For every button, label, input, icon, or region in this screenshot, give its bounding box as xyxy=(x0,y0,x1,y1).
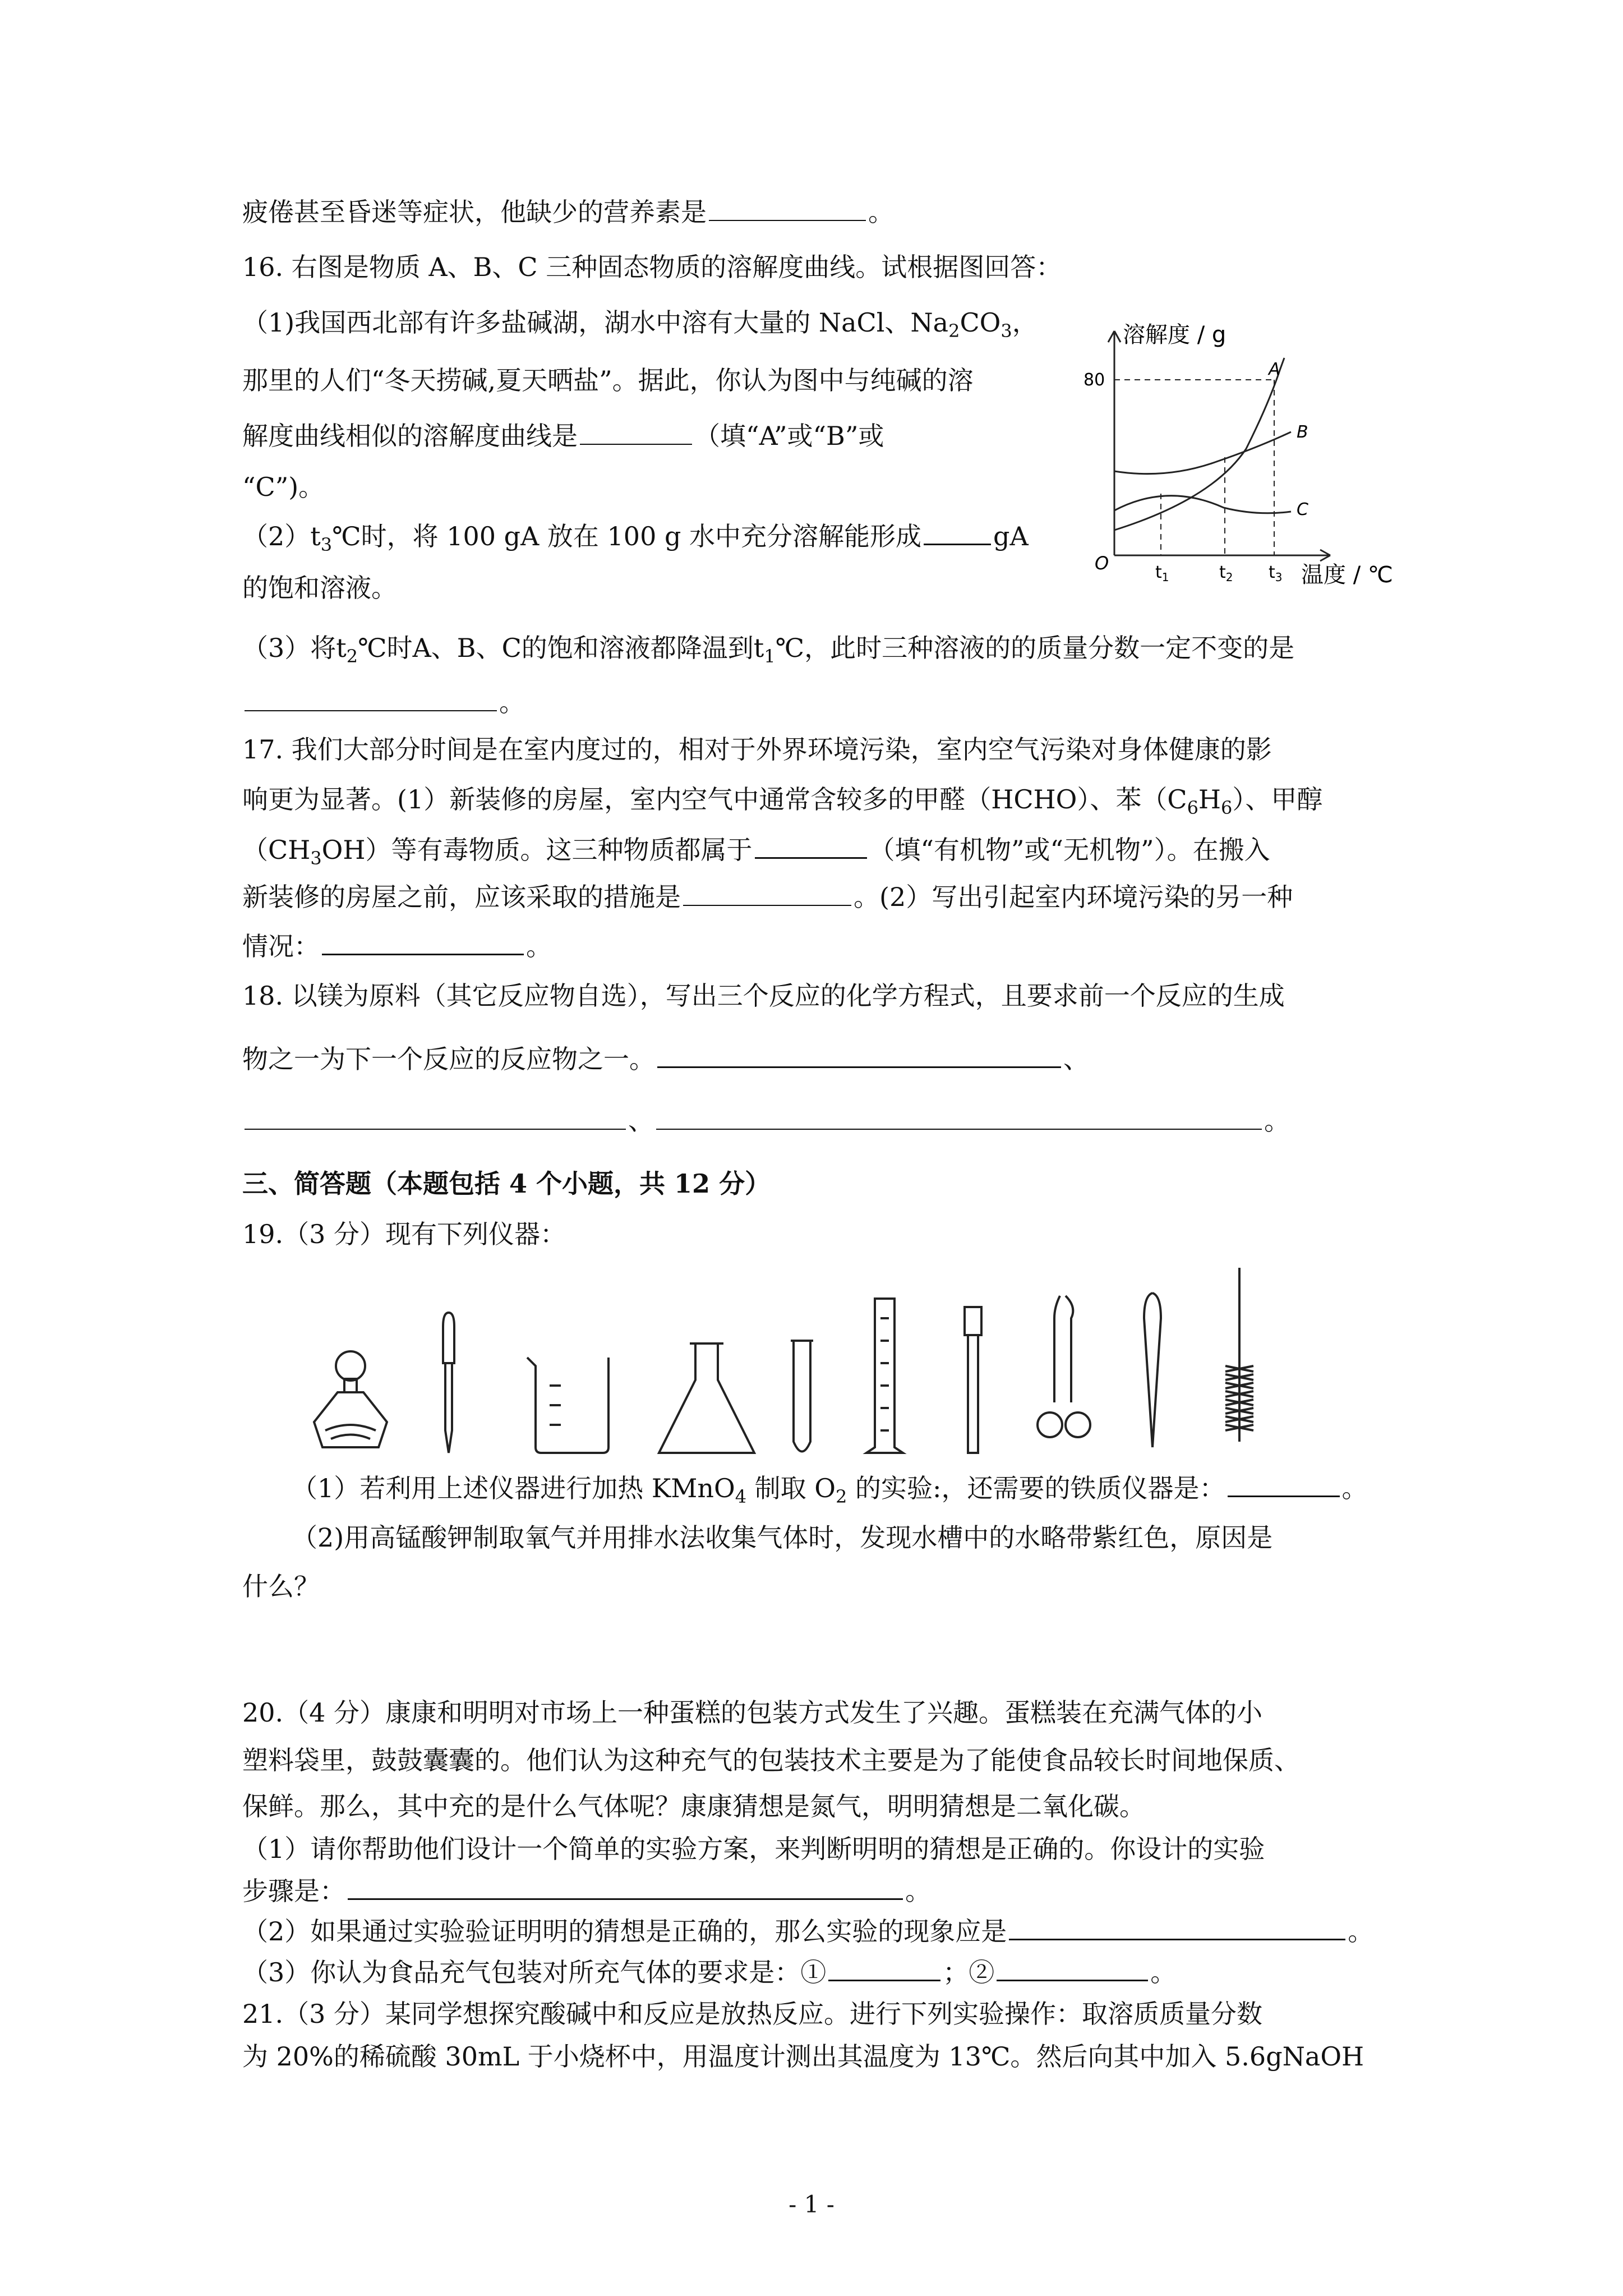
q15-tail: 疲倦甚至昏迷等症状，他缺少的营养素是 。 xyxy=(242,195,894,229)
q16-3: （3）将$t_2℃$时A、B、C的饱和溶液都降温到$t_1℃$，此时三种溶液的的质量分数一定不变的是 xyxy=(242,633,1295,668)
answer-blank[interactable] xyxy=(1228,1471,1340,1497)
answer-blank[interactable] xyxy=(683,880,851,906)
answer-blank[interactable] xyxy=(709,195,866,221)
q17-c: $(CH_3OH)$等有毒物质。这三种物质都属于 （填“有机物”或“无机物”）。在搬入 xyxy=(242,832,1270,867)
q16-1a: （1)我国西北部有许多盐碱湖，湖水中溶有大量的 NaCl、$Na_2CO_3$， xyxy=(242,307,1038,342)
q18-c: 、 。 xyxy=(242,1104,1290,1138)
q16-1d: “C”)。 xyxy=(242,472,325,502)
answer-blank[interactable] xyxy=(755,832,867,859)
apparatus-figure xyxy=(297,1262,1307,1464)
q21-b: 为 20%的稀硫酸 30mL 于小烧杯中，用温度计测出其温度为 13℃。然后向其中加入 5.6gNaOH xyxy=(242,2041,1364,2072)
y-axis-label: 溶解度 / g xyxy=(1123,322,1227,348)
beaker-icon xyxy=(527,1358,608,1453)
q17-d: 新装修的房屋之前，应该采取的措施是 。(2）写出引起室内环境污染的另一种 xyxy=(242,880,1293,914)
test-tube-holder-icon xyxy=(965,1307,981,1453)
curve-b-label: B xyxy=(1297,422,1308,442)
q16-3-answer: 。 xyxy=(242,685,525,719)
x-axis-label: 温度 / ℃ xyxy=(1301,562,1393,588)
q18-b: 物之一为下一个反应的反应物之一。 、 xyxy=(242,1042,1089,1076)
answer-blank[interactable] xyxy=(1009,1914,1345,1940)
q20-3: （3）你认为食品充气包装对所充气体的要求是：① ；② 。 xyxy=(242,1955,1176,1989)
page-number: - 1 - xyxy=(789,2191,834,2218)
answer-blank[interactable] xyxy=(657,1042,1061,1068)
graduated-cylinder-icon xyxy=(866,1299,903,1453)
q19-2b: 什么？ xyxy=(242,1571,320,1602)
solubility-curve-figure xyxy=(1078,314,1426,595)
dropper-icon xyxy=(443,1313,454,1453)
origin-label: O xyxy=(1095,553,1109,574)
curve-c xyxy=(1114,496,1291,513)
x-tick-t2: $t_2$ xyxy=(1219,563,1233,584)
answer-blank[interactable] xyxy=(245,685,497,711)
x-tick-t1: $t_1$ xyxy=(1155,563,1169,584)
curve-b xyxy=(1114,432,1291,474)
alcohol-lamp-icon xyxy=(314,1351,387,1447)
q20-2: （2）如果通过实验验证明明的猜想是正确的，那么实验的现象应是 。 xyxy=(242,1914,1373,1948)
q20-1a: （1）请你帮助他们设计一个简单的实验方案，来判断明明的猜想是正确的。你设计的实验 xyxy=(242,1834,1265,1864)
answer-blank[interactable] xyxy=(580,419,692,445)
q16-1c: 解度曲线相似的溶解度曲线是 （填“A”或“B”或 xyxy=(242,419,884,453)
answer-blank[interactable] xyxy=(656,1104,1262,1130)
section-3-heading: 三、简答题（本题包括 4 个小题，共 12 分） xyxy=(242,1168,771,1199)
q18-a: 18. 以镁为原料（其它反应物自选），写出三个反应的化学方程式，且要求前一个反应的生成 xyxy=(242,981,1285,1011)
curve-a-label: A xyxy=(1269,360,1280,379)
q20-1b: 步骤是： 。 xyxy=(242,1874,931,1908)
answer-blank[interactable] xyxy=(924,519,991,545)
answer-blank[interactable] xyxy=(322,929,524,955)
q19-2a: （2)用高锰酸钾制取氧气并用排水法收集气体时，发现水槽中的水略带紫红色，原因是 xyxy=(292,1522,1273,1553)
test-tube-brush-icon xyxy=(1225,1268,1253,1442)
q16-intro: 16. 右图是物质 A、B、C 三种固态物质的溶解度曲线。试根据图回答： xyxy=(242,252,1062,282)
q16-2: $(2)t_3℃$时，将 100 gA 放在 100 g 水中充分溶解能形成 gA xyxy=(242,519,1029,553)
curve-c-label: C xyxy=(1297,500,1308,519)
curve-a xyxy=(1114,358,1284,530)
x-tick-t3: $t_3$ xyxy=(1269,563,1283,584)
q21-a: 21.（3 分）某同学想探究酸碱中和反应是放热反应。进行下列实验操作：取溶质质量分数 xyxy=(242,1999,1263,2029)
q19: 19.（3 分）现有下列仪器： xyxy=(242,1219,566,1249)
answer-blank[interactable] xyxy=(348,1874,903,1900)
y-tick-80: 80 xyxy=(1083,370,1105,390)
answer-blank[interactable] xyxy=(828,1955,940,1981)
q20-a: 20.（4 分）康康和明明对市场上一种蛋糕的包装方式发生了兴趣。蛋糕装在充满气体的小 xyxy=(242,1697,1263,1728)
q17-b: 响更为显著。(1）新装修的房屋，室内空气中通常含较多的甲醛（HCHO）、苯$(C_6H_6)$、甲醇 xyxy=(242,784,1323,819)
tweezers-icon xyxy=(1144,1293,1161,1447)
q17-e: 情况： 。 xyxy=(242,929,552,963)
conical-flask-icon xyxy=(659,1343,754,1453)
answer-blank[interactable] xyxy=(997,1955,1148,1981)
q20-b: 塑料袋里，鼓鼓囊囊的。他们认为这种充气的包装技术主要是为了能使食品较长时间地保质、 xyxy=(242,1745,1300,1775)
q20-c: 保鲜。那么，其中充的是什么气体呢？康康猜想是氮气，明明猜想是二氧化碳。 xyxy=(242,1791,1145,1821)
answer-blank[interactable] xyxy=(245,1104,626,1130)
crucible-tongs-icon xyxy=(1038,1296,1090,1437)
q17-a: 17. 我们大部分时间是在室内度过的，相对于外界环境污染，室内空气污染对身体健康的影 xyxy=(242,734,1272,765)
test-tube-icon xyxy=(791,1341,813,1452)
q16-1b: 那里的人们“冬天捞碱,夏天晒盐”。据此，你认为图中与纯碱的溶 xyxy=(242,365,974,395)
q16-2b: 的饱和溶液。 xyxy=(242,573,397,603)
q19-1: （1）若利用上述仪器进行加热 KMnO$_4$ 制取 $O_2$ 的实验:，还需要的铁质仪器是： 。 xyxy=(292,1471,1368,1505)
